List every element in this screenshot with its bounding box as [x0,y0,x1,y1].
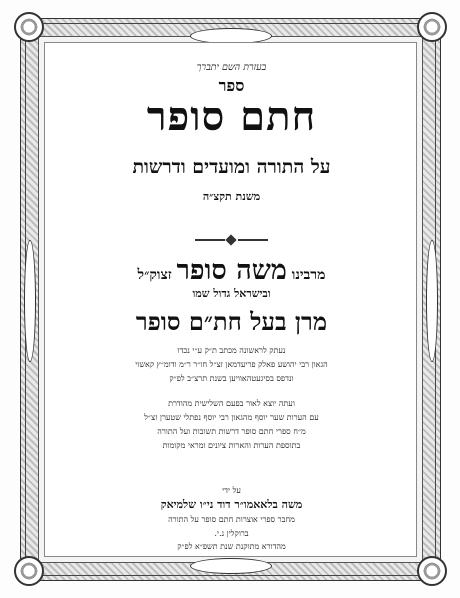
print-line-2: הגאון רבי יהושע פאלק פריעדמאן זצ״ל חו״ר ר״מ ודומ״ץ קאשוי [135,360,328,369]
editor-note: מחבר ספרי אוצרות חתם סופר על התורה [168,515,295,524]
corner-ornament-icon [417,12,447,42]
book-title: חתם סופר [146,93,317,140]
publication-place: ברוקלין נ.י. [214,529,249,538]
sefer-label: ספר [218,76,245,95]
print-line-5: עם הערות שער יוסף מהגאון רבי יוסף נפתלי שטערן זצ״ל [144,413,319,422]
year-text: משנת תקצ״ה [202,190,261,203]
print-line-6: מ״ח ספרי חתם סופר דרשות תשובות ועל התורה [157,427,306,436]
author-suffix: זצוק״ל [137,267,172,283]
editor-name: משה בלאאמו״ר דוד ני״ו שלמיאק [160,498,303,511]
divider-ornament-icon [195,236,268,244]
print-line-3: ונדפס בסיגעטהאוויען בשנת תרצ״ב לפ״ק [169,374,294,383]
edition-note: מהדורא מתוקנת שנת תשפ״א לפ״ק [177,542,286,551]
print-line-1: נעתק לראשונה מכתב ת״ק ע״י נכדו [177,346,286,355]
side-flourish-icon [24,240,36,362]
corner-ornament-icon [417,556,447,586]
author-name: משה סופר [176,255,287,286]
editor-prefix: על ידי [222,486,241,495]
maran-line: מרן בעל חת״ם סופר [135,307,328,336]
print-line-7: בתוספת הערות והארות ציונים ומראי מקומות [162,441,301,450]
title-page-content [44,42,417,557]
scroll-ornament-icon [190,558,272,574]
author-line [45,255,418,286]
print-line-4: ועתה יוצא לאור בפעם השלישית מהודרת [168,399,295,408]
blessing-text: בעזרת השם יתברך [196,62,267,73]
side-flourish-icon [426,240,438,362]
book-subtitle: על התורה ומועדים ודרשות [132,156,331,178]
israel-line: ובישראל גדול שמו [192,287,271,300]
corner-ornament-icon [14,12,44,42]
author-prefix: מרבינו [291,267,326,283]
corner-ornament-icon [14,556,44,586]
